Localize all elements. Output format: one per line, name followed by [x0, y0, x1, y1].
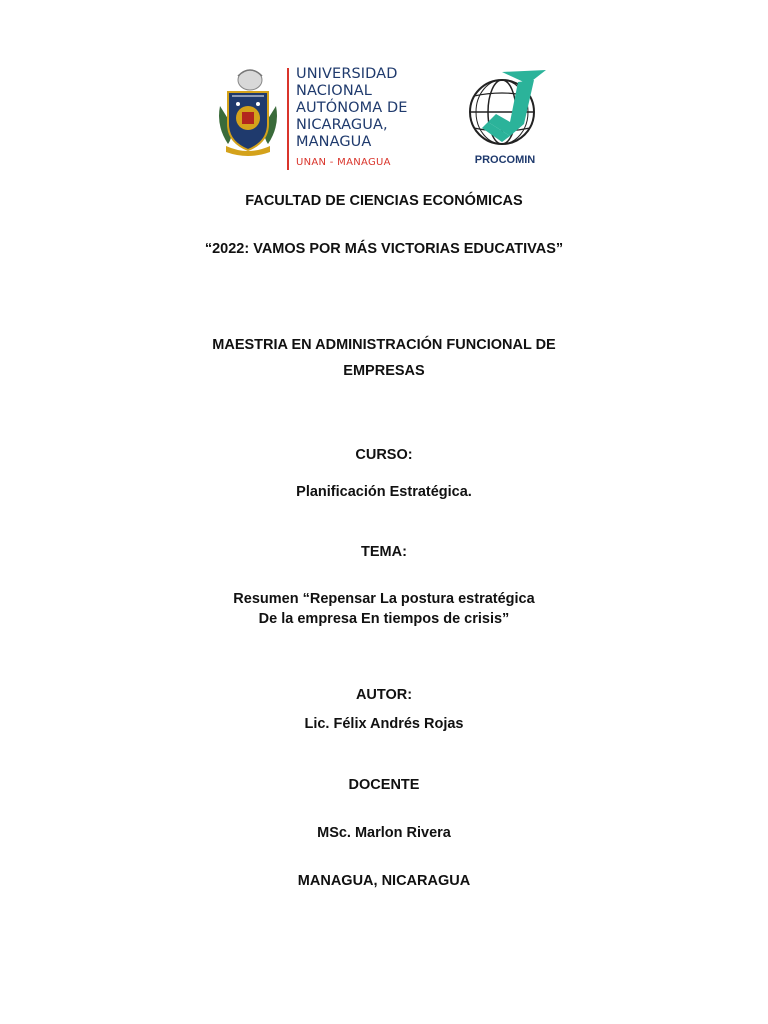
unan-wordmark	[296, 66, 426, 170]
unan-line: MANAGUA	[296, 134, 372, 150]
teacher-value: MSc. Marlon Rivera	[317, 825, 451, 841]
globe-graduation-cap-icon	[462, 62, 552, 152]
procomin-logo	[462, 62, 552, 172]
unan-divider	[287, 68, 289, 170]
program-title-line2: EMPRESAS	[343, 363, 425, 379]
program-title-line1: MAESTRIA EN ADMINISTRACIÓN FUNCIONAL DE	[212, 337, 556, 353]
procomin-label: PROCOMIN	[474, 154, 536, 166]
unan-line: AUTÓNOMA DE	[296, 100, 408, 116]
unan-line: NACIONAL	[296, 83, 372, 99]
place: MANAGUA, NICARAGUA	[297, 873, 471, 889]
teacher-label: DOCENTE	[348, 777, 420, 793]
author-value: Lic. Félix Andrés Rojas	[304, 716, 464, 732]
author-label: AUTOR:	[355, 687, 413, 703]
course-label: CURSO:	[355, 447, 413, 463]
unan-subtitle: UNAN - MANAGUA	[296, 157, 391, 168]
unan-line: UNIVERSIDAD	[296, 66, 398, 82]
unan-logo	[216, 64, 416, 174]
motto: “2022: VAMOS POR MÁS VICTORIAS EDUCATIVAS”	[204, 241, 564, 257]
topic-label: TEMA:	[361, 544, 407, 560]
faculty-title: FACULTAD DE CIENCIAS ECONÓMICAS	[245, 193, 523, 209]
unan-line: NICARAGUA,	[296, 117, 388, 133]
topic-line2: De la empresa En tiempos de crisis”	[258, 611, 510, 627]
course-value: Planificación Estratégica.	[296, 484, 472, 500]
topic-line1: Resumen “Repensar La postura estratégica	[233, 591, 535, 607]
unan-seal-icon	[216, 66, 280, 156]
